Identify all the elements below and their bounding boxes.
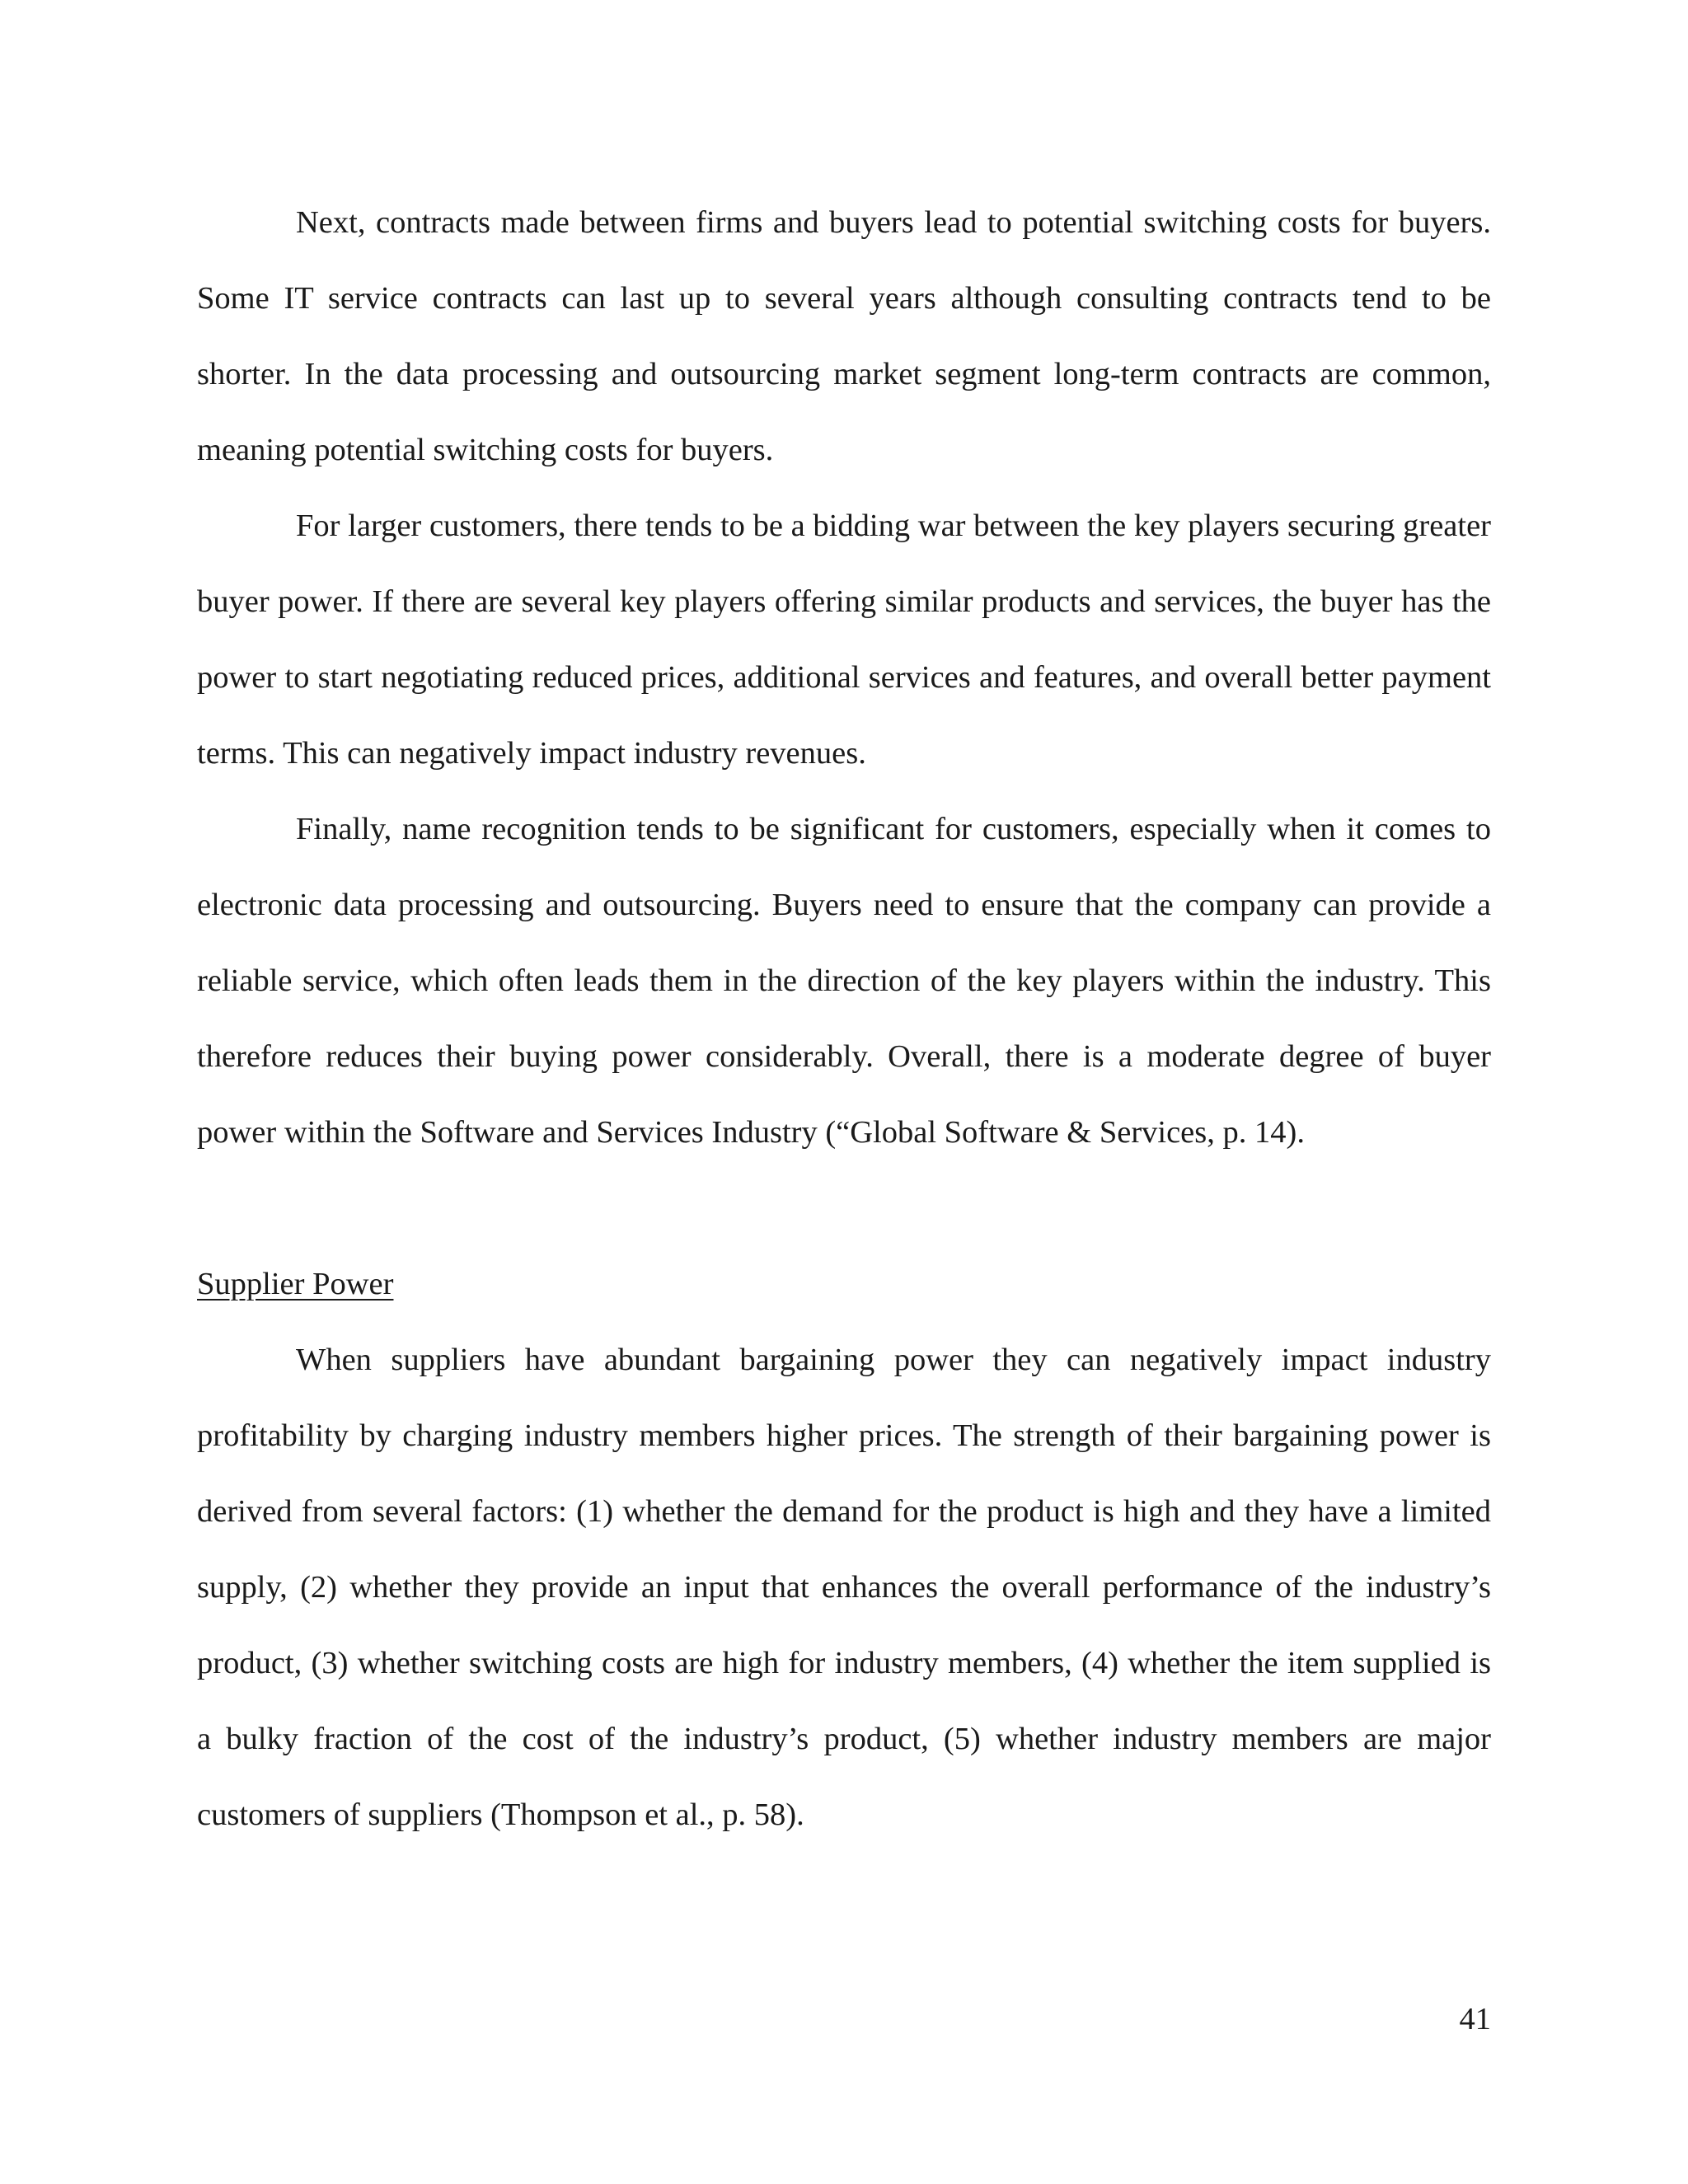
section-spacer [197,1170,1491,1246]
paragraph-supplier-power: When suppliers have abundant bargaining power they can negatively impact industry profitability by charging industry members higher prices. The strength of their bargaining power is derived from several factors: (1) whether the demand for the product is high and they have a limited supply, (2) whether they provide an input that enhances the overall performance of the industry’s product, (3) whether switching costs are high for industry members, (4) whether the item supplied is a bulky fraction of the cost of the industry’s product, (5) whether industry members are major customers of suppliers (Thompson et al., p. 58). [197,1343,1491,1832]
paragraph-name-recognition: Finally, name recognition tends to be significant for customers, especially when it comes to electronic data processing and outsourcing. Buyers need to ensure that the company can provide a reliable service, which often leads them in the direction of the key players within the industry. This therefore reduces their buying power considerably. Overall, there is a moderate degree of buyer power within the Software and Services Industry (“Global Software & Services, p. 14). [197,812,1491,1150]
page-number: 41 [1459,2002,1491,2036]
page-body [197,185,1491,1853]
paragraph-switching-costs: Next, contracts made between firms and buyers lead to potential switching costs for buyers. Some IT service contracts can last up to several years although consulting contracts tend to be shorter. In the data processing and outsourcing market segment long-term contracts are common, meaning potential switching costs for buyers. [197,205,1491,467]
paragraph-bidding-war: For larger customers, there tends to be a bidding war between the key players securing greater buyer power. If there are several key players offering similar products and services, the buyer has the power to start negotiating reduced prices, additional services and features, and overall better payment terms. This can negatively impact industry revenues. [197,509,1491,771]
section-heading-supplier-power: Supplier Power [197,1267,394,1301]
